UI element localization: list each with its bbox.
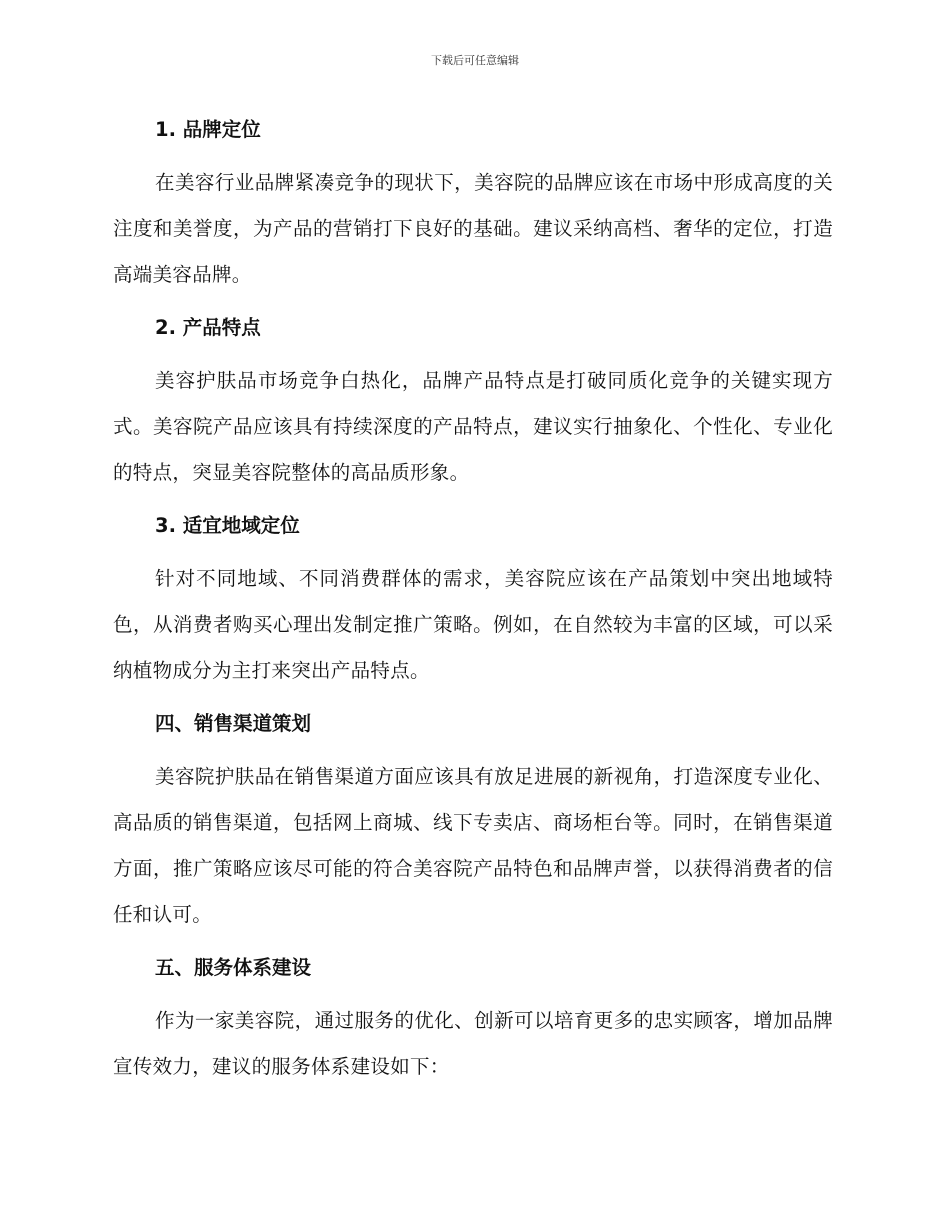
section-paragraph: 在美容行业品牌紧凑竞争的现状下，美容院的品牌应该在市场中形成高度的关注度和美誉度，为产品的营销打下良好的基础。建议采纳高档、奢华的定位，打造高端美容品牌。 <box>113 171 833 286</box>
section-paragraph: 美容护肤品市场竞争白热化，品牌产品特点是打破同质化竞争的关键实现方式。美容院产品应该具有持续深度的产品特点，建议实行抽象化、个性化、专业化的特点，突显美容院整体的高品质形象。 <box>113 369 833 484</box>
page-header: 下载后可任意编辑 <box>431 54 519 67</box>
section-heading: 四、销售渠道策划 <box>155 712 312 735</box>
section-paragraph: 作为一家美容院，通过服务的优化、创新可以培育更多的忠实顾客，增加品牌宣传效力，建议的服务体系建设如下： <box>113 1009 833 1078</box>
section-heading: 3. 适宜地域定位 <box>155 514 300 537</box>
section-paragraph: 美容院护肤品在销售渠道方面应该具有放足进展的新视角，打造深度专业化、高品质的销售渠道，包括网上商城、线下专卖店、商场柜台等。同时，在销售渠道方面，推广策略应该尽可能的符合美容院产品特色和品牌声誉，以获得消费者的信任和认可。 <box>113 765 833 926</box>
section-paragraph: 针对不同地域、不同消费群体的需求，美容院应该在产品策划中突出地域特色，从消费者购买心理出发制定推广策略。例如，在自然较为丰富的区域，可以采纳植物成分为主打来突出产品特点。 <box>113 567 833 682</box>
section-heading: 1. 品牌定位 <box>155 118 261 141</box>
section-heading: 五、服务体系建设 <box>155 956 312 979</box>
document-body <box>113 108 833 1090</box>
section-heading: 2. 产品特点 <box>155 316 261 339</box>
